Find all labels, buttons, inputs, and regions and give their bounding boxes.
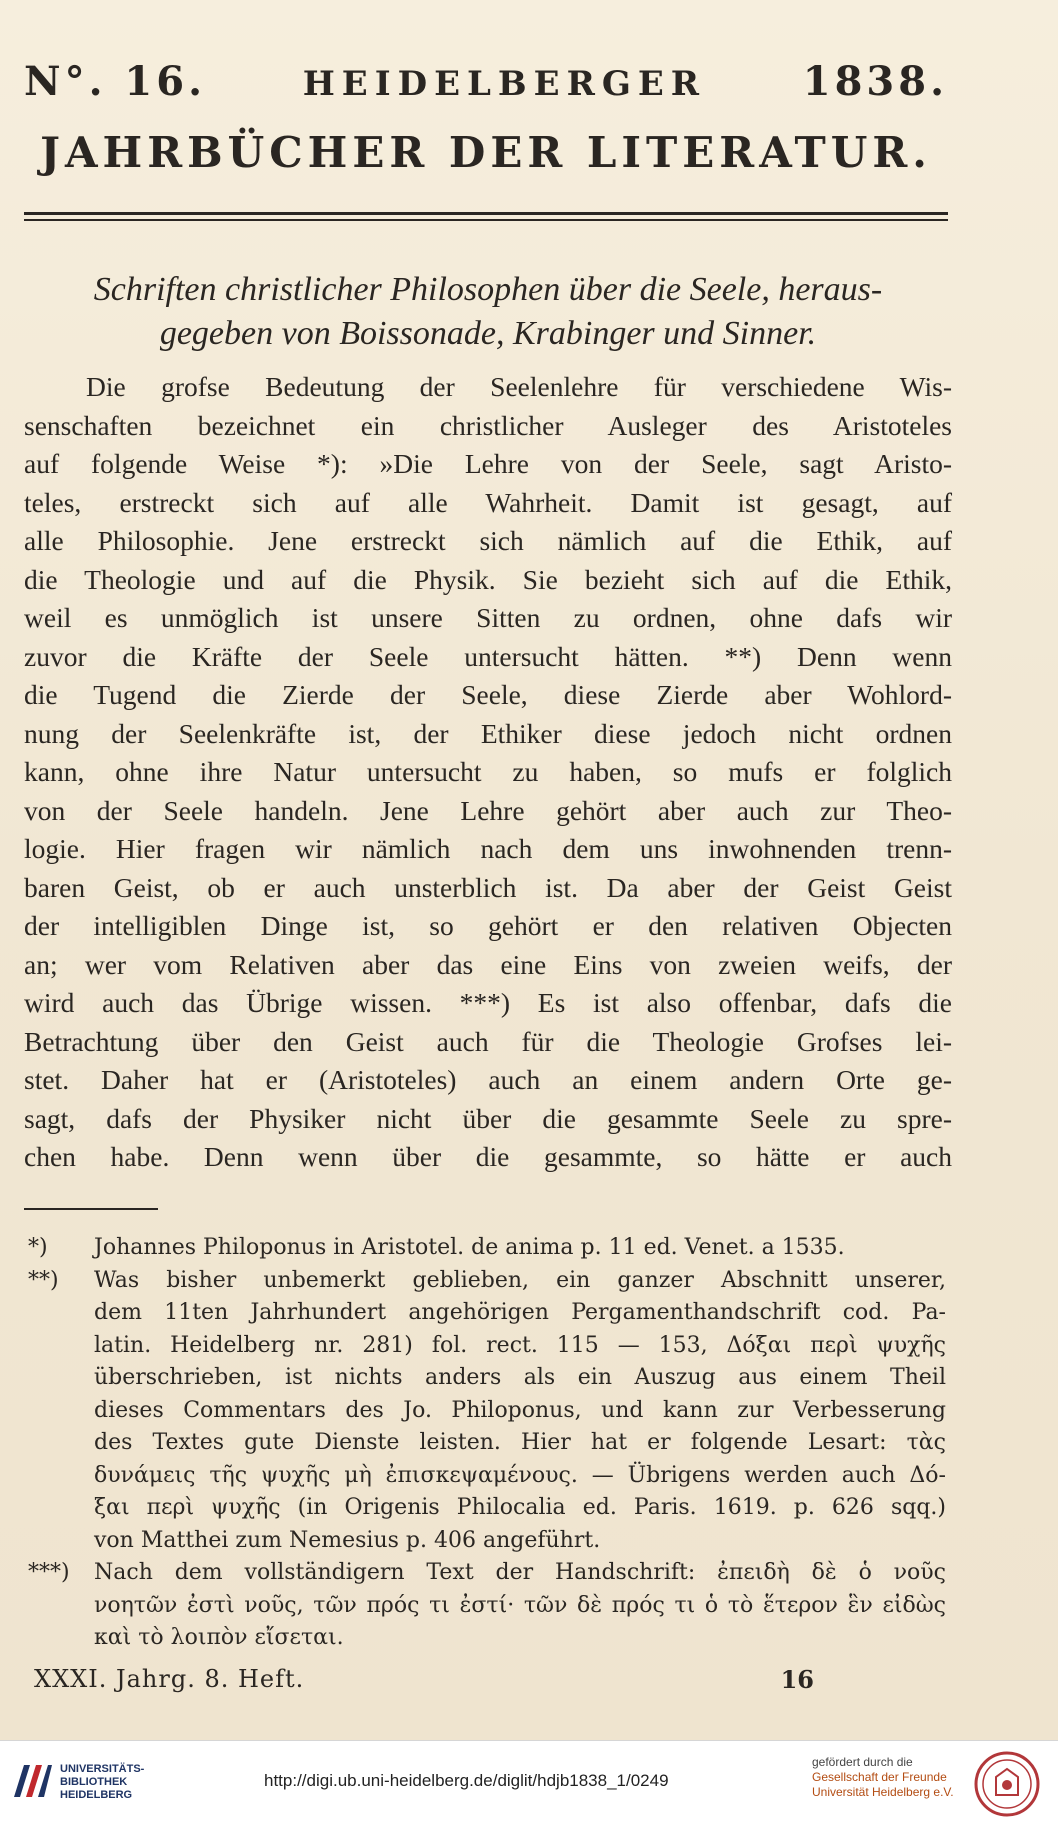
footnote [28,1232,946,1265]
body-line: Betrachtung über den Geist auch für die Theologie Grofses lei- [24,1025,952,1057]
library-name [60,1763,144,1802]
body-line: sagt, dafs der Physiker nicht über die gesammte Seele zu spre- [24,1102,952,1134]
body-text [24,368,952,1177]
footnote-line: überschrieben, ist nichts anders als ein Auszug aus einem Theil [94,1365,946,1390]
footnote [28,1557,946,1655]
footnote-line: latin. Heidelberg nr. 281) fol. rect. 115 — 153, Δόξαι περὶ ψυχῆς [94,1332,946,1358]
sponsor-line: Universität Heidelberg e.V. [812,1785,954,1799]
body-line: wird auch das Übrige wissen. ***) Es ist also offenbar, dafs die [24,987,952,1018]
footnote-line: des Textes gute Dienste leisten. Hier hat er folgende Lesart: τὰς [94,1430,946,1455]
footnote-rule [24,1208,158,1210]
title-rule-bottom [24,219,948,221]
body-line: chen habe. Denn wenn über die gesammte, so hätte er auch [24,1141,952,1172]
body-line: baren Geist, ob er auch unsterblich ist. Da aber der Geist Geist [24,871,952,903]
issue-year: 1838. [802,58,948,105]
volume-signature: XXXI. Jahrg. 8. Heft. [34,1665,305,1693]
sponsor-line: gefördert durch die [812,1755,913,1769]
body-line: von der Seele handeln. Jene Lehre gehört aber auch zur Theo- [24,794,952,826]
body-line: zuvor die Kräfte der Seele untersucht hätten. **) Denn wenn [24,640,952,672]
title-rule-top [24,212,948,215]
article-title [24,268,952,356]
permalink-url[interactable]: http://digi.ub.uni-heidelberg.de/diglit/hdjb1838_1/0249 [264,1771,669,1790]
sponsor-line: Gesellschaft der Freunde [812,1770,947,1784]
body-line: an; wer vom Relativen aber das eine Eins von zweien weifs, der [24,948,952,980]
issue-number: N°. 16. [24,58,207,105]
library-logo-icon [10,1761,54,1801]
footnote-text: Nach dem vollständigern Text der Handschrift: ἐπειδὴ δὲ ὁ νοῦς [94,1560,946,1585]
body-line: logie. Hier fragen wir nämlich nach dem uns inwohnenden trenn- [24,833,952,864]
footnote-line [28,1557,946,1590]
signature-line [34,1665,814,1694]
body-line: Die grofse Bedeutung der Seelenlehre für verschiedene Wis- [86,371,952,402]
body-line: weil es unmöglich ist unsere Sitten zu ordnen, ohne dafs wir [24,602,952,633]
footnote-text: Johannes Philoponus in Aristotel. de anima p. 11 ed. Venet. a 1535. [94,1235,845,1260]
footnote [28,1265,946,1558]
footnotes [28,1232,946,1655]
library-name-line: HEIDELBERG [60,1789,133,1801]
body-line: stet. Daher hat er (Aristoteles) auch an einem andern Orte ge- [24,1064,952,1095]
library-name-line: UNIVERSITÄTS- [60,1763,145,1775]
body-line: die Theologie und auf die Physik. Sie bezieht sich auf die Ethik, [24,563,952,595]
footnote-text: Was bisher unbemerkt geblieben, ein ganzer Abschnitt unserer, [94,1267,946,1293]
footnote-line: ξαι περὶ ψυχῆς (in Origenis Philocalia ed. Paris. 1619. p. 626 sqq.) [94,1495,946,1520]
body-line: nung der Seelenkräfte ist, der Ethiker diese jedoch nicht ordnen [24,717,952,749]
footnote-line [28,1232,946,1265]
body-line: kann, ohne ihre Natur untersucht zu haben, so mufs er folglich [24,756,952,787]
footnote-line: dem 11ten Jahrhundert angehörigen Pergamenthandschrift cod. Pa- [94,1300,946,1325]
footnote-marker: ***) [28,1560,70,1585]
journal-name: HEIDELBERGER [302,64,707,104]
footnote-line: von Matthei zum Nemesius p. 406 angeführt. [94,1527,601,1553]
masthead [24,58,948,118]
body-line: der intelligiblen Dinge ist, so gehört er den relativen Objecten [24,910,952,941]
body-line: teles, erstreckt sich auf alle Wahrheit. Damit ist gesagt, auf [24,486,952,518]
sponsor-text [812,1755,962,1800]
footer-bar [0,1740,1058,1824]
footnote-line: δυνάμεις τῆς ψυχῆς μὴ ἐπισκεψαμένους. — Übrigens werden auch Δό- [94,1462,946,1488]
sheet-number: 16 [780,1665,814,1694]
article-title-line: Schriften christlicher Philosophen über die Seele, heraus- [93,271,883,308]
footnote-marker: **) [28,1267,59,1293]
body-line: die Tugend die Zierde der Seele, diese Zierde aber Wohlord- [24,679,952,710]
footnote-line [28,1265,946,1298]
footnote-line: καὶ τὸ λοιπὸν εἴσεται. [94,1625,344,1650]
body-line: auf folgende Weise *): »Die Lehre von der Seele, sagt Aristo- [24,448,952,479]
library-name-line: BIBLIOTHEK [60,1776,128,1788]
university-seal-icon [974,1751,1040,1817]
footnote-marker: *) [28,1235,48,1260]
journal-title: JAHRBÜCHER DER LITERATUR. [40,128,932,177]
body-line: alle Philosophie. Jene erstreckt sich nämlich auf die Ethik, auf [24,525,952,556]
footnote-line: dieses Commentars des Jo. Philoponus, und kann zur Verbesserung [94,1397,946,1423]
footnote-line: νοητῶν ἐστὶ νοῦς, τῶν πρός τι ἐστί· τῶν δὲ πρός τι ὁ τὸ ἕτερον ἓν εἰδὼς [94,1592,946,1618]
article-title-line: gegeben von Boissonade, Krabinger und Sinner. [159,315,817,352]
body-line: senschaften bezeichnet ein christlicher Ausleger des Aristoteles [24,409,952,441]
